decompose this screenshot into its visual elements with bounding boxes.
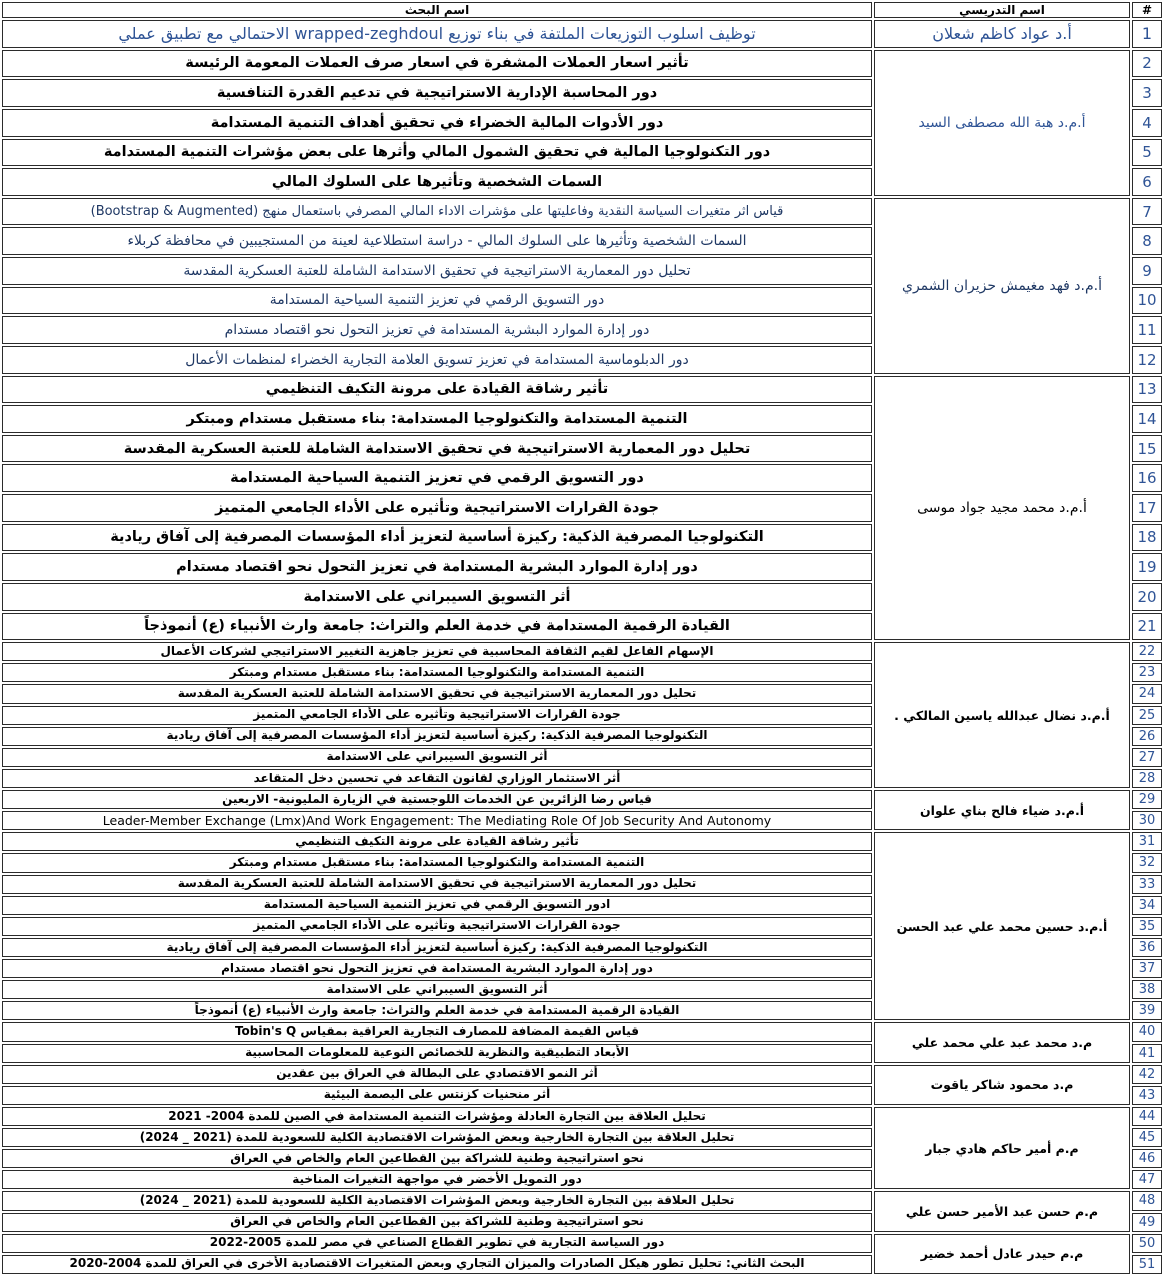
col-header-num: # — [1132, 2, 1162, 18]
row-number: 41 — [1132, 1044, 1162, 1063]
research-title: قياس اثر متغيرات السياسة النقدية وفاعليتها على مؤشرات الاداء المالي المصرفي باستعمال منهج (Bootstrap & Augmented) — [2, 198, 872, 226]
research-title: السمات الشخصية وتأثيرها على السلوك المالي — [2, 168, 872, 196]
row-number: 12 — [1132, 346, 1162, 374]
row-number: 34 — [1132, 896, 1162, 915]
research-title: التكنولوجيا المصرفية الذكية: ركيزة أساسية لتعزيز أداء المؤسسات المصرفية إلى آفاق ريادية — [2, 727, 872, 746]
research-title: تحليل دور المعمارية الاستراتيجية في تحقيق الاستدامة الشاملة للعتبة العسكرية المقدسة — [2, 875, 872, 894]
table-row — [2, 790, 1162, 809]
research-title: تأثير رشاقة القيادة على مرونة التكيف التنظيمي — [2, 832, 872, 851]
research-title: جودة القرارات الاستراتيجية وتأثيره على الأداء الجامعي المتميز — [2, 917, 872, 936]
table-row — [2, 1022, 1162, 1041]
research-title: دور التمويل الأخضر في مواجهة التغيرات المناخية — [2, 1170, 872, 1189]
research-title: دور إدارة الموارد البشرية المستدامة في تعزيز التحول نحو اقتصاد مستدام — [2, 316, 872, 344]
research-title: دور التسويق الرقمي في تعزيز التنمية السياحية المستدامة — [2, 287, 872, 315]
instructor-name: م.م أمير حاكم هادي جبار — [874, 1107, 1130, 1190]
row-number: 51 — [1132, 1255, 1162, 1274]
row-number: 24 — [1132, 684, 1162, 703]
research-title: تأثير اسعار العملات المشفرة في اسعار صرف العملات المعومة الرئيسة — [2, 50, 872, 78]
research-title: ادور التسويق الرقمي في تعزيز التنمية السياحية المستدامة — [2, 896, 872, 915]
row-number: 5 — [1132, 139, 1162, 167]
row-number: 27 — [1132, 748, 1162, 767]
row-number: 37 — [1132, 959, 1162, 978]
row-number: 18 — [1132, 524, 1162, 552]
row-number: 17 — [1132, 494, 1162, 522]
col-header-research: اسم البحث — [2, 2, 872, 18]
row-number: 44 — [1132, 1107, 1162, 1126]
research-title: قياس القيمة المضافة للمصارف التجارية العراقية بمقياس Tobin's Q — [2, 1022, 872, 1041]
row-number: 20 — [1132, 583, 1162, 611]
instructor-name: أ.م.د نضال عبدالله ياسين المالكي . — [874, 642, 1130, 788]
table-row — [2, 20, 1162, 48]
row-number: 6 — [1132, 168, 1162, 196]
row-number: 23 — [1132, 663, 1162, 682]
table-row — [2, 1065, 1162, 1084]
table-row — [2, 1234, 1162, 1253]
row-number: 49 — [1132, 1213, 1162, 1232]
instructor-name: أ.م.د فهد مغيمش حزيران الشمري — [874, 198, 1130, 374]
table-row — [2, 1191, 1162, 1210]
research-title: أثر التسويق السيبراني على الاستدامة — [2, 748, 872, 767]
row-number: 33 — [1132, 875, 1162, 894]
instructor-name: أ.م.د محمد مجيد جواد موسى — [874, 376, 1130, 641]
research-title: Leader-Member Exchange (Lmx)And Work Engagement: The Mediating Role Of Job Security And Autonomy — [2, 811, 872, 830]
research-title: تحليل العلاقة بين التجارة الخارجية وبعض المؤشرات الاقتصادية الكلية للسعودية للمدة (2021 _ 2024) — [2, 1191, 872, 1210]
research-title: دور السياسة التجارية في تطوير القطاع الصناعي في مصر للمدة 2005-2022 — [2, 1234, 872, 1253]
row-number: 9 — [1132, 257, 1162, 285]
row-number: 28 — [1132, 769, 1162, 788]
research-title: التنمية المستدامة والتكنولوجيا المستدامة: بناء مستقبل مستدام ومبتكر — [2, 663, 872, 682]
research-title: التنمية المستدامة والتكنولوجيا المستدامة: بناء مستقبل مستدام ومبتكر — [2, 405, 872, 433]
table-row — [2, 198, 1162, 226]
instructor-name: م.م حسن عبد الأمير حسن علي — [874, 1191, 1130, 1231]
row-number: 43 — [1132, 1086, 1162, 1105]
row-number: 42 — [1132, 1065, 1162, 1084]
row-number: 38 — [1132, 980, 1162, 999]
row-number: 25 — [1132, 706, 1162, 725]
row-number: 4 — [1132, 109, 1162, 137]
instructor-name: م.د محمود شاكر ياقوت — [874, 1065, 1130, 1105]
row-number: 48 — [1132, 1191, 1162, 1210]
instructor-name: م.م حيدر عادل أحمد خضير — [874, 1234, 1130, 1274]
research-title: تحليل دور المعمارية الاستراتيجية في تحقيق الاستدامة الشاملة للعتبة العسكرية المقدسة — [2, 435, 872, 463]
row-number: 45 — [1132, 1128, 1162, 1147]
instructor-name: أ.م.د ضياء فالح بناي علوان — [874, 790, 1130, 830]
row-number: 29 — [1132, 790, 1162, 809]
row-number: 35 — [1132, 917, 1162, 936]
research-title: نحو استراتيجية وطنية للشراكة بين القطاعين العام والخاص في العراق — [2, 1149, 872, 1168]
research-title: نحو استراتيجية وطنية للشراكة بين القطاعين العام والخاص في العراق — [2, 1213, 872, 1232]
research-title: التكنولوجيا المصرفية الذكية: ركيزة أساسية لتعزيز أداء المؤسسات المصرفية إلى آفاق ريادية — [2, 524, 872, 552]
research-title: تحليل العلاقة بين التجارة العادلة ومؤشرات التنمية المستدامة في الصين للمدة 2004- 2021 — [2, 1107, 872, 1126]
table-row — [2, 376, 1162, 404]
research-title: تأثير رشاقة القيادة على مرونة التكيف التنظيمي — [2, 376, 872, 404]
row-number: 50 — [1132, 1234, 1162, 1253]
row-number: 11 — [1132, 316, 1162, 344]
research-title: دور إدارة الموارد البشرية المستدامة في تعزيز التحول نحو اقتصاد مستدام — [2, 553, 872, 581]
instructor-name: أ.د عواد كاظم شعلان — [874, 20, 1130, 48]
research-title: دور التسويق الرقمي في تعزيز التنمية السياحية المستدامة — [2, 464, 872, 492]
row-number: 8 — [1132, 227, 1162, 255]
research-title: جودة القرارات الاستراتيجية وتأثيره على الأداء الجامعي المتميز — [2, 706, 872, 725]
row-number: 14 — [1132, 405, 1162, 433]
row-number: 39 — [1132, 1001, 1162, 1020]
research-title: أثر التسويق السيبراني على الاستدامة — [2, 980, 872, 999]
research-title: أثر التسويق السيبراني على الاستدامة — [2, 583, 872, 611]
research-title: دور الأدوات المالية الخضراء في تحقيق أهداف التنمية المستدامة — [2, 109, 872, 137]
row-number: 22 — [1132, 642, 1162, 661]
research-title: التكنولوجيا المصرفية الذكية: ركيزة أساسية لتعزيز أداء المؤسسات المصرفية إلى آفاق ريادية — [2, 938, 872, 957]
research-title: تحليل دور المعمارية الاستراتيجية في تحقيق الاستدامة الشاملة للعتبة العسكرية المقدسة — [2, 684, 872, 703]
research-title: السمات الشخصية وتأثيرها على السلوك المالي - دراسة استطلاعية لعينة من المستجيبين في محافظة كربلاء — [2, 227, 872, 255]
row-number: 3 — [1132, 79, 1162, 107]
research-title: أثر النمو الاقتصادي على البطالة في العراق بين عقدين — [2, 1065, 872, 1084]
research-title: جودة القرارات الاستراتيجية وتأثيره على الأداء الجامعي المتميز — [2, 494, 872, 522]
table-row — [2, 50, 1162, 78]
row-number: 16 — [1132, 464, 1162, 492]
row-number: 36 — [1132, 938, 1162, 957]
row-number: 26 — [1132, 727, 1162, 746]
col-header-instructor: اسم التدريسي — [874, 2, 1130, 18]
research-title: دور إدارة الموارد البشرية المستدامة في تعزيز التحول نحو اقتصاد مستدام — [2, 959, 872, 978]
research-title: التنمية المستدامة والتكنولوجيا المستدامة: بناء مستقبل مستدام ومبتكر — [2, 853, 872, 872]
research-title: دور التكنولوجيا المالية في تحقيق الشمول المالي وأثرها على بعض مؤشرات التنمية المستدامة — [2, 139, 872, 167]
row-number: 2 — [1132, 50, 1162, 78]
research-title: البحث الثاني: تحليل تطور هيكل الصادرات والميزان التجاري وبعض المتغيرات الاقتصادية الأخرى في العراق للمدة 2004-2020 — [2, 1255, 872, 1274]
research-title: القيادة الرقمية المستدامة في خدمة العلم والتراث: جامعة وارث الأنبياء (ع) أنموذجاً — [2, 613, 872, 641]
row-number: 10 — [1132, 287, 1162, 315]
research-title: تحليل العلاقة بين التجارة الخارجية وبعض المؤشرات الاقتصادية الكلية للسعودية للمدة (2021 _ 2024) — [2, 1128, 872, 1147]
research-title: توظيف اسلوب التوزيعات الملتفة في بناء توزيع wrapped-zeghdoul الاحتمالي مع تطبيق عملي — [2, 20, 872, 48]
research-title: الإسهام الفاعل لقيم الثقافة المحاسبية في تعزيز جاهزية التغيير الاستراتيجي لشركات الأعمال — [2, 642, 872, 661]
row-number: 7 — [1132, 198, 1162, 226]
table-row — [2, 832, 1162, 851]
row-number: 13 — [1132, 376, 1162, 404]
research-title: أثر الاستثمار الوزاري لقانون التقاعد في تحسين دخل المتقاعد — [2, 769, 872, 788]
row-number: 15 — [1132, 435, 1162, 463]
row-number: 1 — [1132, 20, 1162, 48]
research-title: أثر منحنيات كزنتس على البصمة البيئية — [2, 1086, 872, 1105]
instructor-name: أ.م.د حسين محمد علي عبد الحسن — [874, 832, 1130, 1020]
table-header-row — [2, 2, 1162, 18]
row-number: 30 — [1132, 811, 1162, 830]
instructor-name: أ.م.د هبة الله مصطفى السيد — [874, 50, 1130, 196]
row-number: 32 — [1132, 853, 1162, 872]
instructor-name: م.د محمد عبد علي محمد علي — [874, 1022, 1130, 1062]
table-row — [2, 642, 1162, 661]
row-number: 21 — [1132, 613, 1162, 641]
research-title: قياس رضا الزائرين عن الخدمات اللوجستية في الزيارة المليونية- الاربعين — [2, 790, 872, 809]
row-number: 31 — [1132, 832, 1162, 851]
research-title: القيادة الرقمية المستدامة في خدمة العلم والتراث: جامعة وارث الأنبياء (ع) أنموذجاً — [2, 1001, 872, 1020]
row-number: 46 — [1132, 1149, 1162, 1168]
table-body — [2, 20, 1162, 1274]
research-title: دور الدبلوماسية المستدامة في تعزيز تسويق العلامة التجارية الخضراء لمنظمات الأعمال — [2, 346, 872, 374]
row-number: 47 — [1132, 1170, 1162, 1189]
row-number: 40 — [1132, 1022, 1162, 1041]
row-number: 19 — [1132, 553, 1162, 581]
research-title: تحليل دور المعمارية الاستراتيجية في تحقيق الاستدامة الشاملة للعتبة العسكرية المقدسة — [2, 257, 872, 285]
research-title: دور المحاسبة الإدارية الاستراتيجية في تدعيم القدرة التنافسية — [2, 79, 872, 107]
research-title: الأبعاد التطبيقية والنظرية للخصائص النوعية للمعلومات المحاسبية — [2, 1044, 872, 1063]
table-row — [2, 1107, 1162, 1126]
